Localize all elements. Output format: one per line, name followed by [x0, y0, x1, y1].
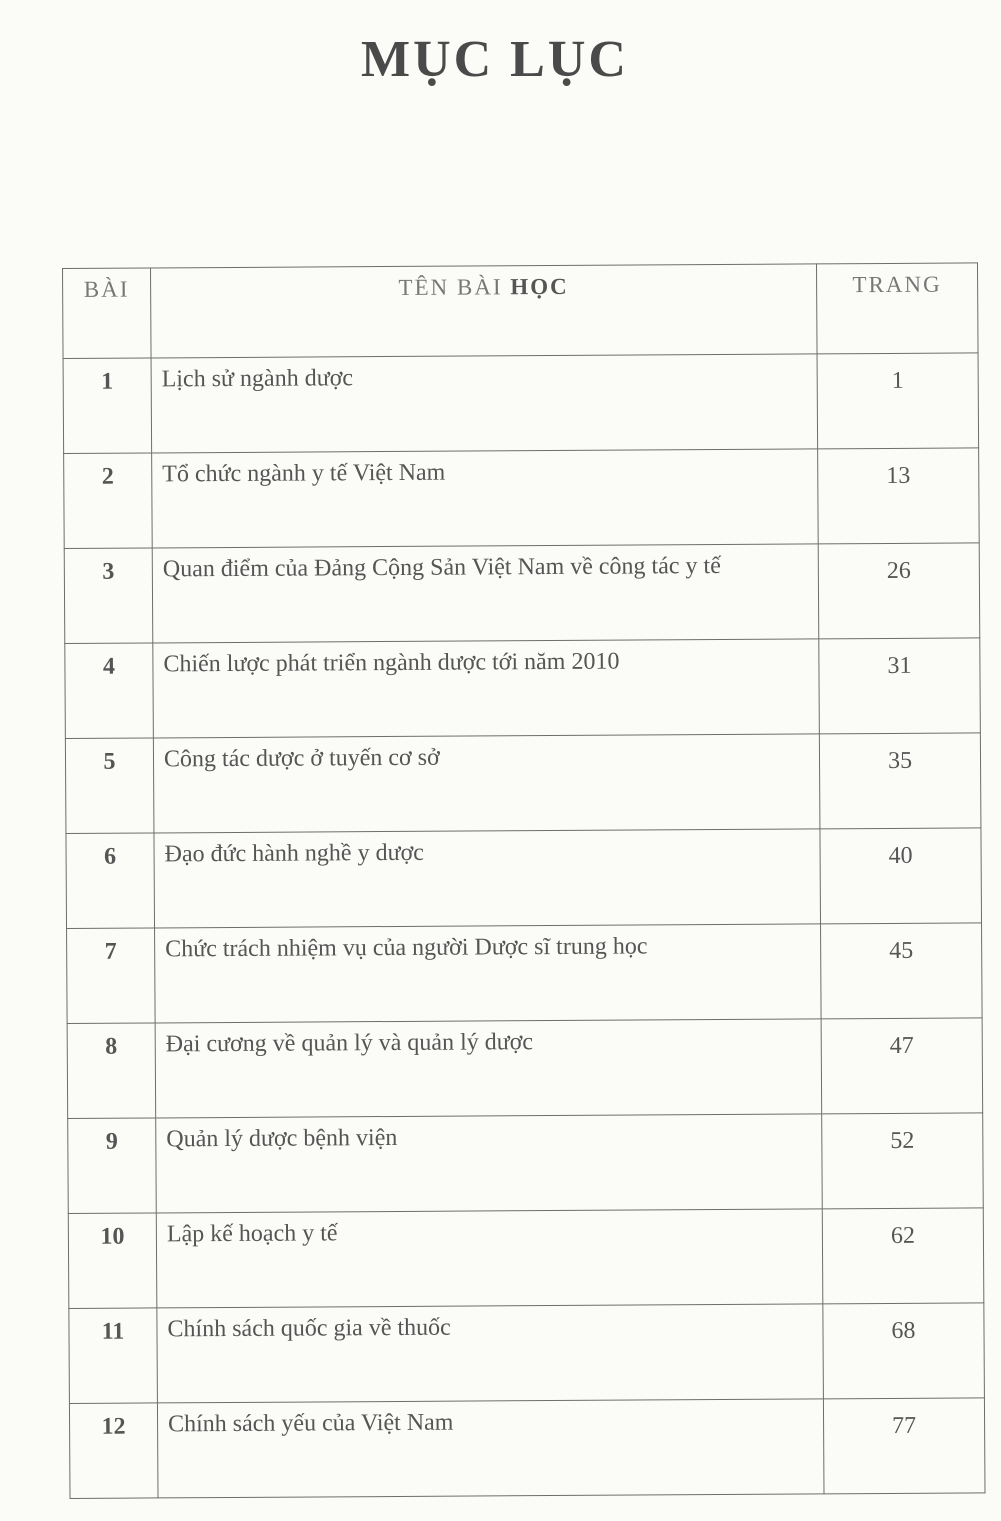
lesson-title: Quan điểm của Đảng Cộng Sản Việt Nam về công tác y tế: [152, 544, 819, 643]
lesson-number: 5: [65, 738, 154, 834]
column-header-lesson: BÀI: [63, 268, 152, 359]
column-header-title-part1: TÊN BÀI: [398, 274, 511, 300]
table-row: [64, 448, 980, 549]
table-of-contents: [62, 262, 986, 1499]
table-row: [69, 1398, 985, 1499]
lesson-page: 45: [821, 923, 983, 1019]
table-row: [64, 543, 980, 644]
lesson-title: Lịch sử ngành dược: [151, 354, 818, 453]
lesson-number: 10: [68, 1213, 157, 1309]
table-row: [67, 1018, 983, 1119]
lesson-number: 3: [64, 548, 153, 644]
lesson-page: 62: [822, 1208, 984, 1304]
lesson-title: Chính sách quốc gia về thuốc: [157, 1304, 824, 1403]
lesson-number: 9: [68, 1118, 157, 1214]
lesson-page: 13: [818, 448, 980, 544]
lesson-page: 77: [823, 1398, 985, 1494]
lesson-number: 2: [64, 453, 153, 549]
lesson-page: 1: [817, 353, 979, 449]
lesson-title: Chức trách nhiệm vụ của người Dược sĩ trung học: [155, 924, 822, 1023]
table-row: [66, 828, 982, 929]
column-header-title: [151, 264, 818, 358]
lesson-title: Chính sách yếu của Việt Nam: [157, 1399, 824, 1498]
lesson-title: Đại cương về quản lý và quản lý dược: [155, 1019, 822, 1118]
lesson-number: 8: [67, 1023, 156, 1119]
lesson-page: 68: [823, 1303, 985, 1399]
lesson-number: 4: [65, 643, 154, 739]
lesson-page: 26: [818, 543, 980, 639]
table-row: [63, 353, 979, 454]
lesson-number: 11: [69, 1308, 158, 1404]
page-title: MỤC LỤC: [361, 31, 629, 88]
lesson-number: 6: [66, 833, 155, 929]
table-header-row: [63, 263, 979, 359]
lesson-title: Công tác dược ở tuyến cơ sở: [153, 734, 820, 833]
column-header-title-part2: HỌC: [510, 273, 569, 300]
table-row: [65, 638, 981, 739]
lesson-page: 35: [819, 733, 981, 829]
lesson-number: 12: [69, 1403, 158, 1499]
lesson-title: Quản lý dược bệnh viện: [156, 1114, 823, 1213]
lesson-page: 52: [822, 1113, 984, 1209]
table-row: [68, 1208, 984, 1309]
lesson-title: Chiến lược phát triển ngành dược tới năm 2010: [153, 639, 820, 738]
table-row: [68, 1113, 984, 1214]
lesson-title: Lập kế hoạch y tế: [156, 1209, 823, 1308]
lesson-title: Đạo đức hành nghề y dược: [154, 829, 821, 928]
lesson-page: 40: [820, 828, 982, 924]
lesson-page: 47: [821, 1018, 983, 1114]
lesson-number: 7: [67, 928, 156, 1024]
lesson-title: Tổ chức ngành y tế Việt Nam: [152, 449, 819, 548]
table-row: [67, 923, 983, 1024]
table-row: [65, 733, 981, 834]
lesson-number: 1: [63, 358, 152, 454]
lesson-page: 31: [819, 638, 981, 734]
table-row: [69, 1303, 985, 1404]
column-header-page: TRANG: [816, 263, 978, 354]
